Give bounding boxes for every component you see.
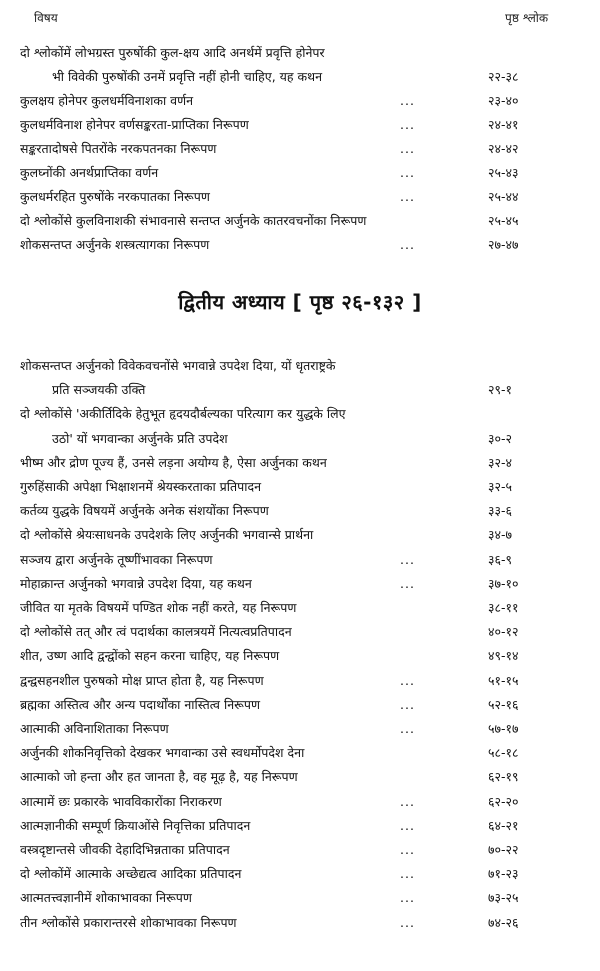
entry-page-verse: ७०-२२ [488, 842, 519, 857]
entry-text: भी विवेकी पुरुषोंकी उनमें प्रवृत्ति नहीं होनी चाहिए, यह कथन [52, 69, 323, 84]
entry-text: कुलघ्नोंकी अनर्थप्राप्तिका वर्णन [20, 165, 159, 180]
entry-page-verse: ४०-१२ [488, 624, 519, 640]
entry-text: कुलधर्मविनाश होनेपर वर्णसङ्करता-प्राप्तिका निरूपण [20, 117, 249, 132]
leader-dots: ... [400, 696, 415, 712]
entry-page-verse: ६२-२० [488, 793, 519, 809]
entry-text: द्वन्द्वसहनशील पुरुषको मोक्ष प्राप्त होता है, यह निरूपण [20, 672, 264, 688]
entry-text: दो श्लोकोंसे श्रेयःसाधनके उपदेशके लिए अर्जुनकी भगवान्से प्रार्थना [20, 527, 314, 543]
leader-dots: ... [400, 165, 415, 180]
entry-page-verse: ३२-४ [488, 454, 513, 470]
entry-page-verse: ५८-१८ [488, 745, 519, 761]
entry-page-verse: २७-४७ [488, 237, 519, 252]
leader-dots: ... [400, 237, 415, 252]
entry-page-verse: २९-१ [488, 382, 513, 398]
entry-text: कुलधर्मरहित पुरुषोंके नरकपातका निरूपण [20, 189, 210, 204]
leader-dots: ... [400, 914, 415, 930]
leader-dots: ... [400, 866, 415, 882]
leader-dots: ... [400, 672, 415, 688]
entry-text: अर्जुनकी शोकनिवृत्तिको देखकर भगवान्का उसे स्वधर्मोपदेश देना [20, 745, 305, 761]
entry-text: आत्माकी अविनाशिताका निरूपण [20, 721, 169, 736]
leader-dots: ... [400, 890, 415, 906]
entry-text: दो श्लोकोंमें आत्माके अच्छेद्यत्व आदिका प्रतिपादन [20, 866, 242, 882]
header-page-verse-label: पृष्ठ श्लोक [505, 11, 549, 25]
entry-text: आत्मज्ञानीकी सम्पूर्ण क्रियाओंसे निवृत्तिका प्रतिपादन [20, 817, 251, 833]
entry-text: गुरुहिंसाकी अपेक्षा भिक्षाशनमें श्रेयस्करताका प्रतिपादन [20, 479, 262, 494]
entry-page-verse: ७४-२६ [488, 914, 519, 930]
entry-text: कुलक्षय होनेपर कुलधर्मविनाशका वर्णन [20, 93, 194, 108]
entry-text: आत्मामें छः प्रकारके भावविकारोंका निराकरण [20, 793, 222, 809]
entry-text: प्रति सञ्जयकी उक्ति [52, 382, 146, 398]
leader-dots: ... [400, 141, 415, 156]
entry-page-verse: २२-३८ [488, 69, 519, 84]
entry-page-verse: २३-४० [488, 93, 519, 108]
entry-page-verse: २५-४५ [488, 213, 519, 228]
entry-page-verse: ५७-१७ [488, 721, 519, 736]
leader-dots: ... [400, 817, 415, 833]
entry-text: सञ्जय द्वारा अर्जुनके तूष्णींभावका निरूपण [20, 551, 213, 567]
entry-page-verse: ५१-१५ [488, 672, 519, 688]
entry-page-verse: ३०-२ [488, 430, 513, 446]
entry-page-verse: २५-४३ [488, 165, 519, 180]
header-subject-label: विषय [34, 11, 58, 25]
entry-text: ब्रह्मका अस्तित्व और अन्य पदार्थोंका नास्तित्व निरूपण [20, 696, 260, 712]
entry-text: जीवित या मृतके विषयमें पण्डित शोक नहीं करते, यह निरूपण [20, 600, 297, 615]
entry-page-verse: ७३-२५ [488, 890, 519, 906]
entry-text: तीन श्लोकोंसे प्रकारान्तरसे शोकाभावका निरूपण [20, 914, 237, 930]
entry-text: उठो' यों भगवान्का अर्जुनके प्रति उपदेश [52, 430, 228, 446]
entry-page-verse: ६२-१९ [488, 769, 519, 785]
entry-text: कर्तव्य युद्धके विषयमें अर्जुनके अनेक संशयोंका निरूपण [20, 503, 269, 519]
entry-page-verse: ६४-२१ [488, 817, 519, 833]
entry-page-verse: ७१-२३ [488, 866, 519, 882]
entry-text: दो श्लोकोंसे कुलविनाशकी संभावनासे सन्तप्त अर्जुनके कातरवचनोंका निरूपण [20, 213, 367, 228]
entry-page-verse: ४९-१४ [488, 648, 519, 664]
entry-text: आत्माको जो हन्ता और हत जानता है, वह मूढ़ है, यह निरूपण [20, 769, 298, 785]
entry-text: शीत, उष्ण आदि द्वन्द्वोंको सहन करना चाहिए, यह निरूपण [20, 648, 280, 664]
chapter-heading: द्वितीय अध्याय [ पृष्ठ २६-१३२ ] [178, 290, 422, 314]
entry-page-verse: ३६-९ [488, 551, 513, 567]
leader-dots: ... [400, 117, 415, 132]
entry-page-verse: ३७-१० [488, 575, 519, 591]
entry-text: शोकसन्तप्त अर्जुनके शस्त्रत्यागका निरूपण [20, 237, 210, 252]
leader-dots: ... [400, 793, 415, 809]
entry-text: वस्त्रदृष्टान्तसे जीवकी देहादिभिन्नताका प्रतिपादन [20, 842, 230, 857]
entry-page-verse: ३३-६ [488, 503, 513, 519]
leader-dots: ... [400, 93, 415, 108]
entry-page-verse: ५२-१६ [488, 696, 519, 712]
leader-dots: ... [400, 721, 415, 736]
leader-dots: ... [400, 575, 415, 591]
entry-page-verse: २४-४१ [488, 117, 519, 132]
entry-text: शोकसन्तप्त अर्जुनको विवेकवचनोंसे भगवान्ने उपदेश दिया, यों धृतराष्ट्रके [20, 358, 336, 373]
entry-page-verse: २५-४४ [488, 189, 519, 204]
entry-page-verse: ३४-७ [488, 527, 513, 543]
entry-text: दो श्लोकोंसे 'अकीर्तिदिके हेतुभूत हृदयदौर्बल्यका परित्याग कर युद्धके लिए [20, 406, 346, 422]
leader-dots: ... [400, 189, 415, 204]
entry-page-verse: २४-४२ [488, 141, 519, 156]
entry-page-verse: ३८-११ [488, 600, 519, 615]
entry-text: मोहाक्रान्त अर्जुनको भगवान्ने उपदेश दिया, यह कथन [20, 575, 252, 591]
entry-page-verse: ३२-५ [488, 479, 513, 494]
entry-text: सङ्करतादोषसे पितरोंके नरकपतनका निरूपण [20, 141, 217, 156]
entry-text: दो श्लोकोंमें लोभग्रस्त पुरुषोंकी कुल-क्षय आदि अनर्थमें प्रवृत्ति होनेपर [20, 45, 325, 60]
leader-dots: ... [400, 551, 415, 567]
entry-text: भीष्म और द्रोण पूज्य हैं, उनसे लड़ना अयोग्य है, ऐसा अर्जुनका कथन [20, 454, 327, 470]
entry-text: आत्मतत्त्वज्ञानीमें शोकाभावका निरूपण [20, 890, 192, 906]
entry-text: दो श्लोकोंसे तत् और त्वं पदार्थका कालत्रयमें नित्यत्वप्रतिपादन [20, 624, 292, 640]
leader-dots: ... [400, 842, 415, 857]
